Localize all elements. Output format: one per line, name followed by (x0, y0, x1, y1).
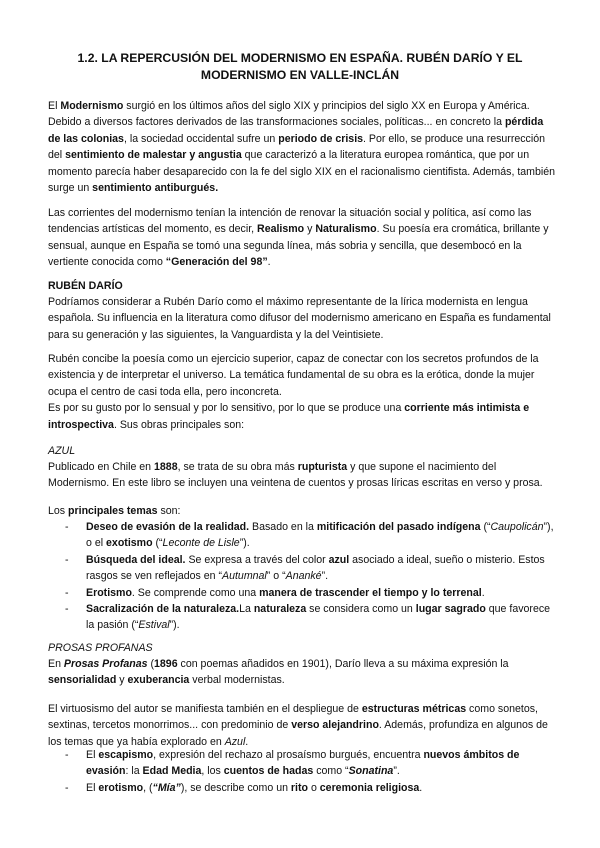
text: con poemas añadidos en 1901), Darío lleva a su máxima expresión la (177, 658, 509, 670)
list-item (48, 552, 556, 585)
list-item (48, 519, 556, 552)
text: Basado en la (249, 521, 317, 533)
bold-text: periodo de crisis (278, 132, 364, 145)
text: . Sus obras principales son: (113, 418, 245, 431)
bold-text: azul (328, 553, 350, 566)
text: , expresión del rechazo al prosaísmo burgués, encuentra (153, 749, 424, 761)
bold-text: sentimiento antiburgués. (92, 182, 219, 195)
text: Los (48, 505, 69, 517)
italic-text: Leconte de Lisle (162, 537, 240, 550)
text: , ( (143, 781, 153, 794)
text: El virtuosismo del autor se manifiesta también en el despliegue de (48, 703, 362, 715)
italic-text: Ananké (285, 570, 322, 583)
text: verbal modernistas. (189, 674, 285, 687)
text: surgió en los últimos años del siglo XIX y principios del siglo XX en Europa y América. Debido a diversos factores derivados de las transformaciones sociales, políticas... en concreto la (48, 100, 530, 129)
bold-text: corriente más intimista e introspectiva (48, 402, 530, 431)
bold-text: 1888 (154, 461, 178, 473)
text: : la (125, 765, 143, 778)
dash-bullet: - (65, 781, 69, 794)
bold-text: principales temas (68, 505, 158, 517)
text: ”), o el (86, 521, 554, 550)
text: Las corrientes del modernismo tenían la intención de renovar la situación social y política, así como las tendencias artísticas del momento, es decir, (48, 207, 532, 236)
work-heading-prosas-profanas: PROSAS PROFANAS (48, 642, 153, 654)
text: que favorece la pasión (“ (86, 603, 551, 632)
bold-text: ceremonia religiosa (319, 781, 420, 794)
bold-text: nuevos ámbitos de evasión (86, 749, 520, 778)
azul-themes-list (48, 519, 556, 634)
title-line-1: 1.2. LA REPERCUSIÓN DEL MODERNISMO EN ESPAÑA. RUBÉN DARÍO Y EL (77, 51, 523, 65)
text: , los (201, 765, 224, 778)
text: son: (157, 505, 181, 517)
bold-text: manera de trascender el tiempo y lo terrenal (259, 586, 482, 599)
bold-text: Búsqueda del ideal. (86, 553, 186, 566)
bold-text: sensorialidad (48, 674, 117, 687)
bold-text: sentimiento de malestar y angustia (65, 149, 242, 162)
bold-italic-text: Prosas Profanas (63, 658, 148, 670)
bold-text: “Generación del 98” (165, 256, 268, 269)
list-item (48, 601, 556, 634)
text: . (267, 256, 271, 269)
dash-bullet: - (65, 553, 69, 566)
bold-text: naturaleza (253, 603, 307, 616)
text: . (419, 781, 423, 794)
bold-text: cuentos de hadas (223, 765, 314, 778)
list-item (48, 585, 556, 601)
bold-text: Realismo (257, 223, 305, 236)
bold-text: escapismo (98, 749, 154, 761)
dash-bullet: - (65, 521, 69, 533)
intro-paragraph-1 (48, 98, 556, 196)
text: ”). (169, 619, 180, 632)
list-item (48, 747, 556, 780)
text: ”). (239, 537, 250, 550)
azul-themes-intro (48, 503, 556, 519)
text: Se expresa a través del color (185, 553, 329, 566)
bold-text: exuberancia (127, 674, 190, 687)
text: , se trata de su obra más (177, 461, 298, 473)
ruben-paragraph-1: Podríamos considerar a Rubén Darío como el máximo representante de la lírica modernista en lengua española. Su influencia en la literatura como difusor del modernismo americano en España es fundamental para su generación y las siguientes, la Vanguardista y la del Veintisiete. (48, 296, 551, 341)
text: , la sociedad occidental sufre un (123, 132, 279, 145)
text: Publicado en Chile en (48, 461, 155, 473)
work-heading-azul: AZUL (48, 445, 76, 457)
text: El (86, 749, 99, 761)
italic-text: Estival (138, 619, 170, 632)
prosas-paragraph-2 (48, 701, 556, 750)
bold-italic-text: “Mía” (152, 781, 181, 794)
text: se considera como un (306, 603, 416, 616)
dash-bullet: - (65, 603, 69, 616)
bold-text: Deseo de evasión de la realidad. (86, 521, 250, 533)
dash-bullet: - (65, 586, 69, 599)
text: y (116, 674, 128, 687)
text: . (245, 735, 249, 748)
text: . (481, 586, 485, 599)
section-heading-ruben-dario: RUBÉN DARÍO (48, 280, 123, 292)
bold-text: exotismo (106, 537, 153, 550)
text: ” o “ (266, 570, 286, 583)
prosas-themes-list (48, 747, 556, 796)
bold-text: verso alejandrino (291, 719, 379, 732)
prosas-paragraph-1 (48, 656, 556, 689)
text: (“ (480, 521, 491, 533)
text: Es por su gusto por lo sensual y por lo sensitivo, por lo que se produce una (48, 402, 405, 415)
bold-text: Naturalismo (315, 223, 377, 236)
text: Rubén concibe la poesía como un ejercicio superior, capaz de conectar con los secretos profundos de la existencia y de interpretar el universo. La temática fundamental de su obra es la erótica, donde la mujer ocupa el centro de casi toda ella, pero inconcreta. (48, 353, 539, 398)
bold-text: estructuras métricas (361, 703, 467, 715)
bold-text: Edad Media (142, 765, 202, 778)
text: asociado a ideal, sueño o misterio. Estos rasgos se ven reflejados en “ (86, 553, 545, 583)
text: . Además, profundiza en algunos de los temas que ya había explorado en (48, 719, 548, 748)
bold-text: 1896 (154, 658, 178, 670)
bold-text: lugar sagrado (415, 603, 486, 616)
bold-text: mitificación del pasado indígena (316, 521, 481, 533)
text: ( (147, 658, 155, 670)
text: o (308, 781, 320, 794)
page-title (48, 50, 552, 83)
dash-bullet: - (65, 749, 69, 761)
text: . Se comprende como una (131, 586, 260, 599)
bold-text: Erotismo (86, 586, 132, 599)
intro-paragraph-2 (48, 205, 556, 271)
bold-text: Sacralización de la naturaleza. (86, 603, 240, 616)
italic-text: Autumnal (222, 570, 267, 583)
text: La (239, 603, 254, 616)
bold-italic-text: Sonatina (348, 765, 394, 778)
bold-text: rito (290, 781, 308, 794)
bold-text: pérdida de las colonias (48, 116, 544, 145)
text: que caracterizó a la literatura europea romántica, que por un momento parecía haber desaparecido con la fe del siglo XIX en el racionalismo cientifista. Además, también surge un (48, 149, 556, 195)
title-line-2: MODERNISMO EN VALLE-INCLÁN (200, 67, 400, 82)
text: ”. (321, 570, 329, 583)
bold-text: rupturista (297, 461, 348, 473)
bold-text: Modernismo (60, 100, 124, 112)
azul-paragraph (48, 459, 556, 492)
ruben-paragraph-2 (48, 351, 556, 433)
text: ”. (393, 765, 400, 778)
text: y que supone el nacimiento del Modernismo. En este libro se incluyen una veintena de cuentos y prosas líricas escritas en verso y prosa. (48, 461, 543, 490)
text: El (86, 781, 99, 794)
text: como “ (313, 765, 349, 778)
text: y (304, 223, 316, 236)
italic-text: Caupolicán (490, 521, 544, 533)
italic-text: Azul (224, 735, 246, 748)
text: ), se describe como un (180, 781, 291, 794)
text: . Su poesía era cromática, brillante y sensual, aunque en España se tomó una segunda línea, más sobria y sencilla, que desembocó en la vertiente conocida como (48, 223, 549, 269)
text: . Por ello, se produce una resurrección del (48, 132, 545, 162)
text: En (48, 658, 64, 670)
text: como sonetos, sextinas, tercetos monorrimos... con predominio de (48, 703, 538, 732)
text: El (48, 100, 61, 112)
text: (“ (152, 537, 163, 550)
list-item (48, 780, 556, 796)
bold-text: erotismo (98, 781, 144, 794)
